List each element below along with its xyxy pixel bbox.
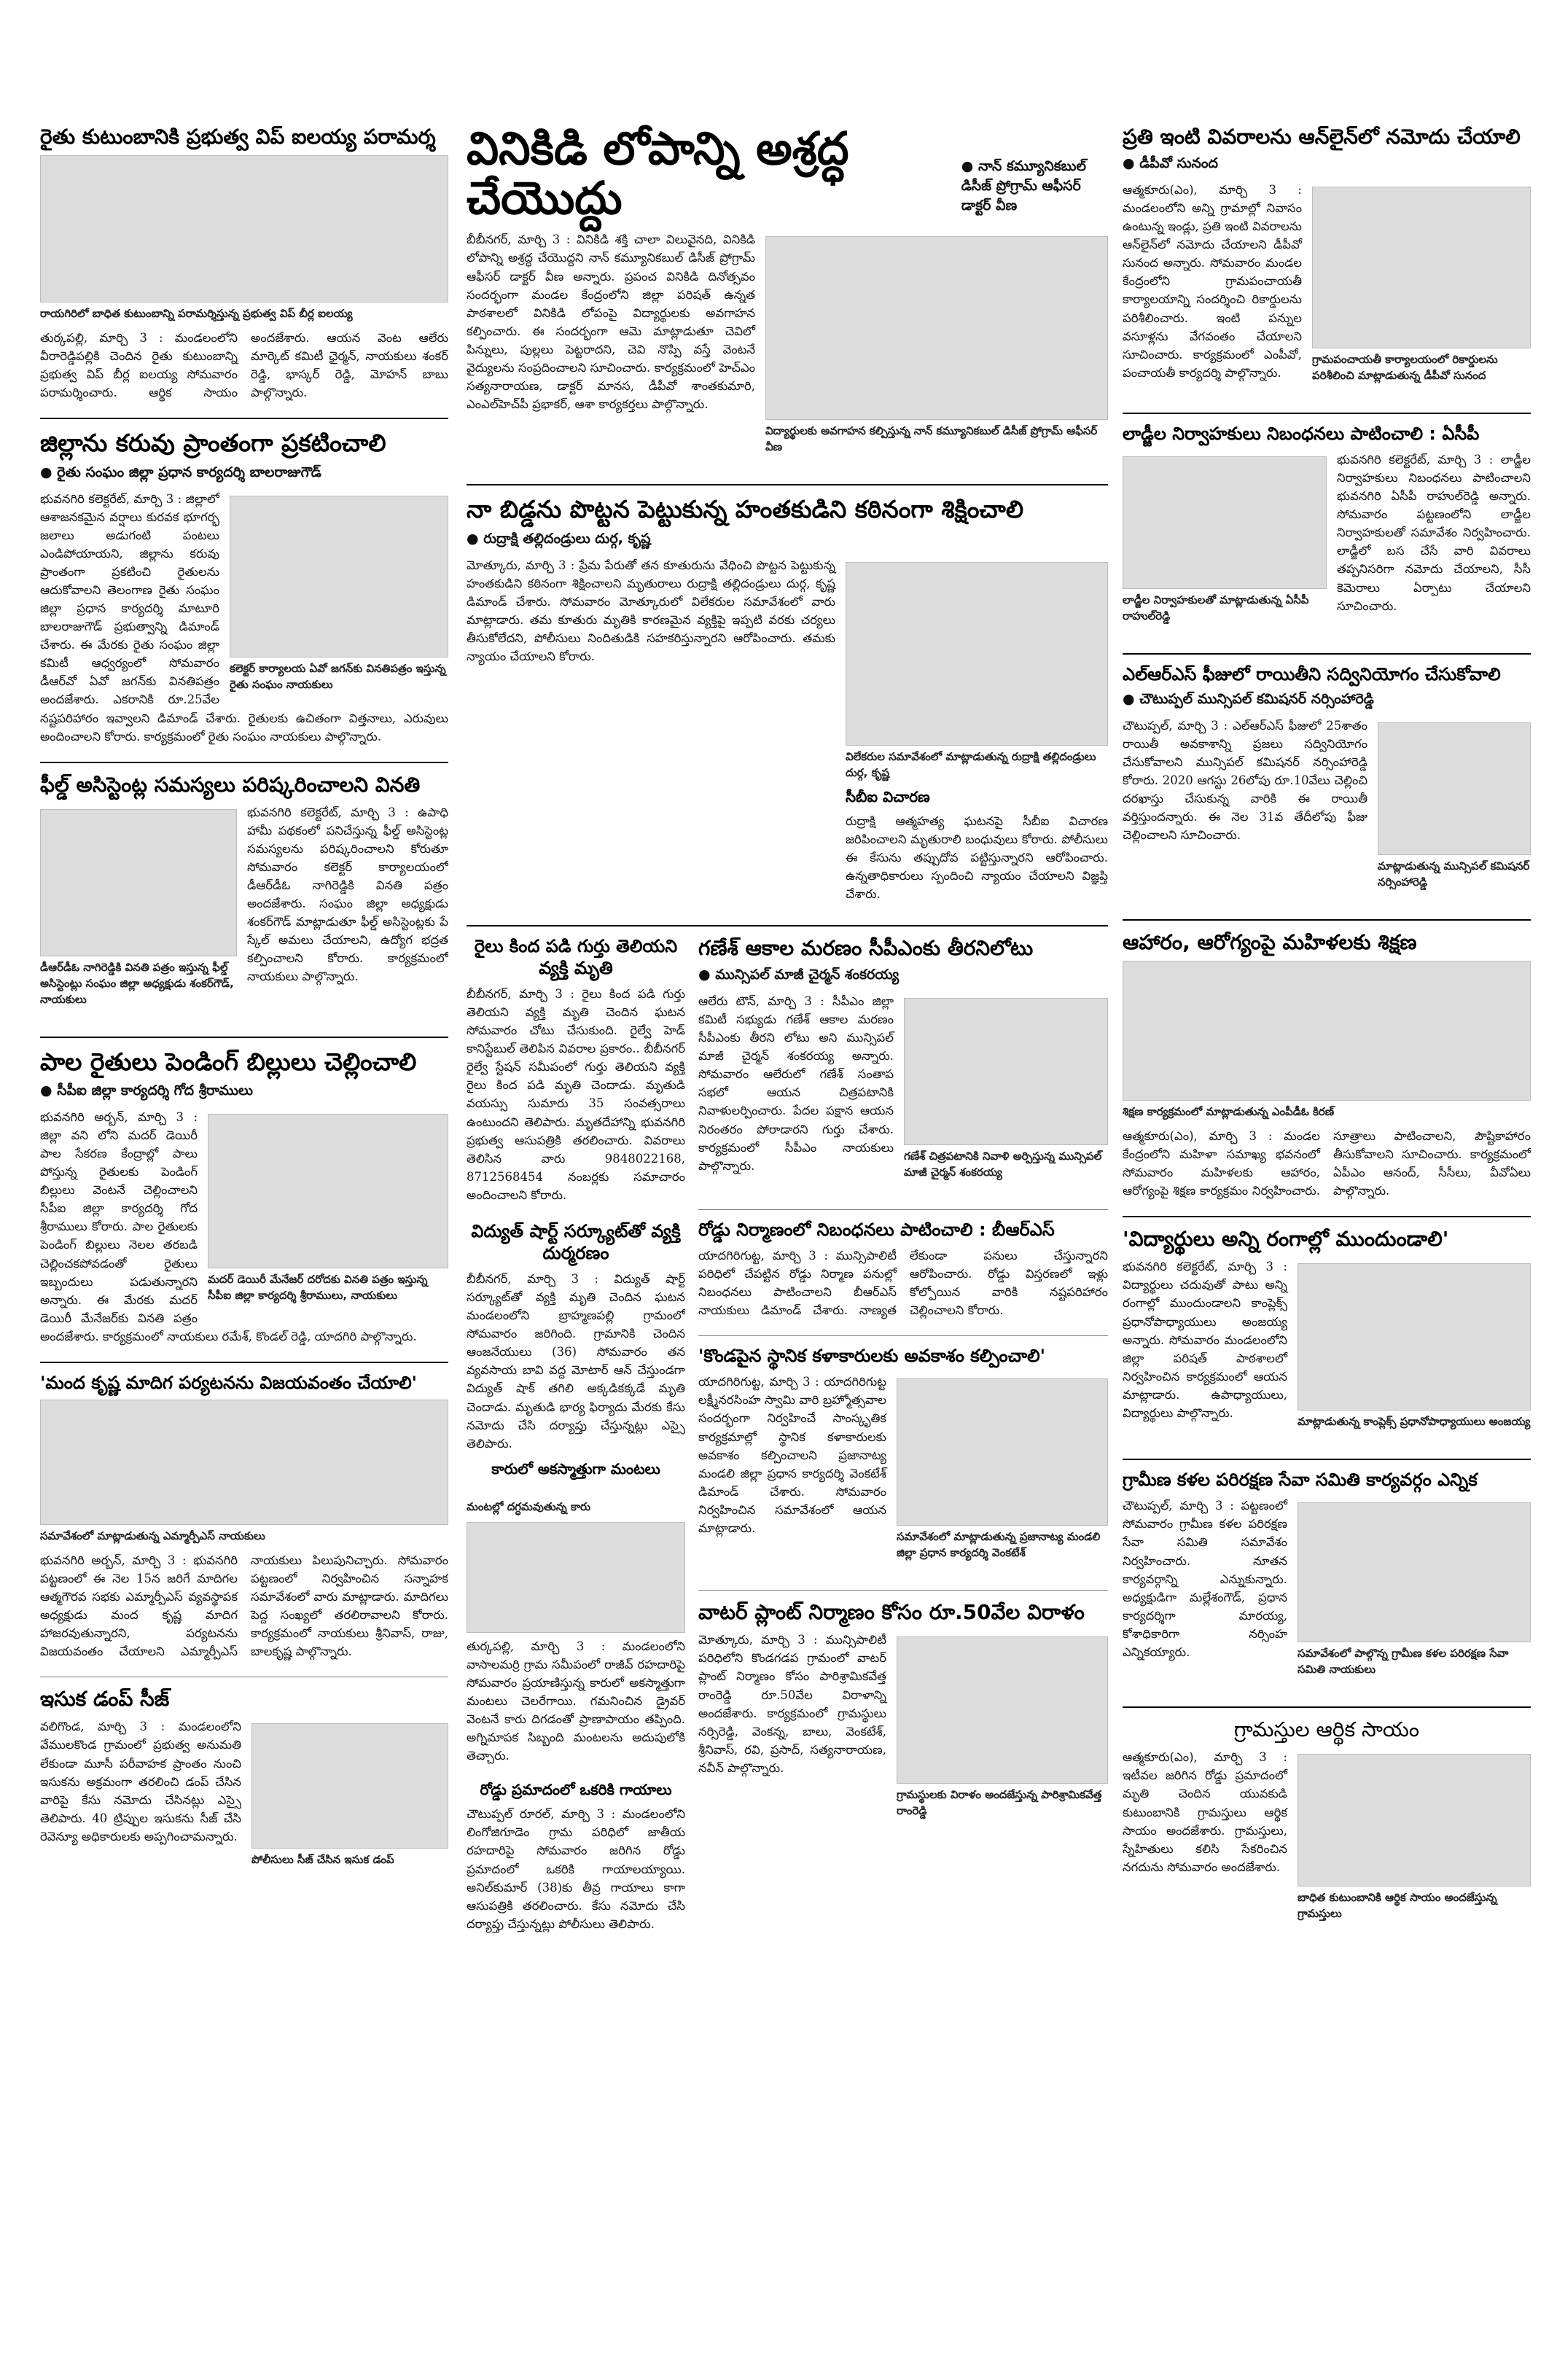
story-manda-krishna xyxy=(40,1372,448,1661)
divider xyxy=(698,1335,1108,1336)
headline: నా బిడ్డను పొట్టన పెట్టుకున్న హంతకుడిని కఠినంగా శిక్షించాలి xyxy=(467,495,1024,524)
story-train xyxy=(467,935,685,1204)
photo xyxy=(1298,1754,1531,1887)
right-stack xyxy=(698,935,1108,1949)
story-car-fire xyxy=(467,1500,685,1766)
article-body: మోత్కూరు, మార్చి 3 : ప్రేమ పేరుతో తన కూతురును వేధించి పొట్టన పెట్టుకున్న హంతకుడిని కఠినంగా శిక్షించాలని మృతురాలు రుద్రాక్షి తల్లిదండ్రులు దుర్గ, కృష్ణ డిమాండ్ చేశారు. సోమవారం మోత్కూరులో విలేకరుల సమావేశంలో వారు మాట్లాడారు. తమ కూతురు మృతికి కారణమైన వ్యక్తిపై ఇప్పటి వరకు చర్యలు తీసుకోలేదని, పోలీసులు నిందితుడికి సహకరిస్తున్నారని ఆరోపించారు. తమకు న్యాయం చేయాలని కోరారు. xyxy=(467,558,835,664)
photo-block xyxy=(897,1631,1108,1826)
photo-caption: బాధిత కుటుంబానికి ఆర్థిక సాయం అందజేస్తున్న గ్రామస్తులు xyxy=(1298,1891,1497,1921)
headline: గణేశ్ ఆకాల మరణం సీపీఎంకు తీరనిలోటు xyxy=(698,936,1034,961)
divider xyxy=(467,925,1108,926)
story-drought xyxy=(40,428,448,745)
story-online-records xyxy=(1123,124,1531,397)
photo-caption: మాట్లాడుతున్న మున్సిపల్ కమిషనర్ నర్సింహారెడ్డి xyxy=(1378,859,1530,889)
box-title: సీబీఐ విచారణ xyxy=(846,787,930,805)
divider xyxy=(40,1362,448,1363)
divider xyxy=(1123,1459,1531,1460)
box-body: రుద్రాక్షి ఆత్మహత్య ఘటనపై సీబీఐ విచారణ జరిపించాలని మృతురాలి బంధువులు కోరారు. పోలీసులు ఈ కేసును తప్పుదోవ పట్టిస్తున్నారని ఆరోపించారు. ఉన్నతాధికారులు స్పందించి న్యాయం చేయాలని విజ్ఞప్తి చేశారు. xyxy=(846,814,1108,901)
photo xyxy=(1298,1502,1531,1642)
article-body: బీబీనగర్, మార్చి 3 : రైలు కింద పడి గుర్తు తెలియని వ్యక్తి మృతి చెందిన ఘటన సోమవారం చోటు చేసుకుంది. రైల్వే హెడ్ కానిస్టేబుల్ తెలిపిన వివరాల ప్రకారం.. బీబీనగర్ రైల్వే స్టేషన్ సమీపంలో గుర్తు తెలియని వ్యక్తి రైలు కింద పడి మృతి చెందాడు. మృతుడి వయస్సు సుమారు 35 సంవత్సరాలు ఉంటుందని తెలిపారు. మృతదేహాన్ని భువనగిరి ప్రభుత్వ ఆసుపత్రికి తరలించారు. వివరాలు తెలిసిన వారు 9848022168, 8712568454 నంబర్లకు సమాచారం అందించాలని కోరారు. xyxy=(467,987,685,1202)
photo-caption: గణేశ్ చిత్రపటానికి నివాళి అర్పిస్తున్న మున్సిపల్ మాజీ చైర్మన్ శంకరయ్య xyxy=(904,1150,1102,1179)
photo-block xyxy=(1298,1497,1531,1685)
photo xyxy=(904,998,1108,1145)
photo-caption: సమావేశంలో మాట్లాడుతున్న ప్రజానాట్య మండలి జిల్లా ప్రధాన కార్యదర్శి వెంకటేశ్ xyxy=(897,1530,1101,1560)
divider xyxy=(1123,1216,1531,1217)
article-body: ఆత్మకూరు(ఎం), మార్చి 3 : ఇటీవల జరిగిన రోడ్డు ప్రమాదంలో మృతి చెందిన యువకుడి కుటుంబానికి గ్రామస్తులు ఆర్థిక సాయం అందజేశారు. గ్రామస్తులు, స్నేహితులు కలిసి సేకరించిన నగదును సోమవారం అందజేశారు. xyxy=(1123,1750,1287,1874)
photo-caption: విద్యార్థులకు అవగాహన కల్పిస్తున్న నాన్ కమ్యూనికబుల్ డిసీజ్ ప్రోగ్రామ్ ఆఫీసర్ వీణ xyxy=(765,424,1098,454)
photo-caption: లాడ్జీల నిర్వాహకులతో మాట్లాడుతున్న ఏసీపీ రాహుల్‌రెడ్డి xyxy=(1123,593,1309,623)
story-field-assistants xyxy=(40,772,448,1021)
divider xyxy=(1123,653,1531,655)
subheadline: ● సీపీఐ జిల్లా కార్యదర్శి గోద శ్రీరాములు xyxy=(40,1082,448,1102)
divider xyxy=(1123,413,1531,414)
photo xyxy=(467,1522,685,1633)
photo-caption: మాట్లాడుతున్న కాంప్లెక్స్ ప్రధానోపాధ్యాయులు అంజయ్య xyxy=(1298,1415,1531,1429)
article-body: తుర్కపల్లి, మార్చి 3 : మండలంలోని వాసాలమర్రి గ్రామ సమీపంలో రాజీవ్ రహదారిపై సోమవారం ప్రయాణిస్తున్న కారులో అకస్మాత్తుగా మంటలు చెలరేగాయి. గమనించిన డ్రైవర్ వెంటనే కారు దిగడంతో ప్రాణాపాయం తప్పింది. అగ్నిమాపక సిబ్బంది మంటలను అదుపులోకి తెచ్చారు. xyxy=(467,1639,685,1763)
headline: పాల రైతులు పెండింగ్ బిల్లులు చెల్లించాలి xyxy=(40,1047,417,1076)
divider xyxy=(1123,1706,1531,1708)
article-body: భువనగిరి అర్బన్, మార్చి 3 : జిల్లా వని లోని మదర్ డెయిరీ పాల సేకరణ కేంద్రాల్లో పాలు పోస్తున్న రైతులకు పెండింగ్ బిల్లులు వెంటనే చెల్లించాలని సీపీఐ జిల్లా కార్యదర్శి గోద శ్రీరాములు కోరారు. పాల రైతులకు పెండింగ్ బిల్లులు నెలల తరబడి చెల్లించకపోవడంతో రైతులు ఇబ్బందులు పడుతున్నారని అన్నారు. ఈ మేరకు మదర్ డెయిరీ మేనేజర్‌కు వినతి పత్రం అందజేశారు. కార్యక్రమంలో నాయకులు రమేశ్, కొండల్ రెడ్డి, యాదగిరి పాల్గొన్నారు. xyxy=(40,1109,417,1343)
column-middle xyxy=(467,124,1108,2351)
headline: రైలు కింద పడి గుర్తు తెలియని వ్యక్తి మృతి xyxy=(474,936,678,979)
story-lrs xyxy=(1123,663,1531,903)
story-milk-farmers xyxy=(40,1047,448,1346)
story-ganesh xyxy=(698,935,1108,1193)
headline: విద్యుత్ షార్ట్ సర్క్యూట్‌తో వ్యక్తి దుర్మరణం xyxy=(471,1220,681,1263)
photo-block xyxy=(208,1108,448,1311)
photo-block xyxy=(1312,181,1531,391)
article-body: యాదగిరిగుట్ట, మార్చి 3 : మున్సిపాలిటీ పరిధిలో చేపట్టిన రోడ్డు నిర్మాణ పనుల్లో నిబంధనలు పాటించాలని బీఆర్ఎస్ నాయకులు డిమాండ్ చేశారు. నాణ్యత లేకుండా పనులు చేస్తున్నారని ఆరోపించారు. రోడ్డు విస్తరణలో ఇళ్లు కోల్పోయిన వారికి నష్టపరిహారం చెల్లించాలని కోరారు. xyxy=(698,1249,1108,1318)
headline: రైతు కుటుంబానికి ప్రభుత్వ విప్ ఐలయ్య పరామర్శ xyxy=(40,125,436,149)
photo xyxy=(40,1400,448,1525)
article-body: యాదగిరిగుట్ట, మార్చి 3 : యాదగిరిగుట్ట లక్ష్మీనరసింహ స్వామి వారి బ్రహ్మోత్సవాల సందర్భంగా నిర్వహించే సాంస్కృతిక కార్యక్రమాల్లో స్థానిక కళాకారులకు అవకాశం కల్పించాలని ప్రజానాట్య మండలి జిల్లా ప్రధాన కార్యదర్శి వెంకటేశ్ డిమాండ్ చేశారు. సోమవారం నిర్వహించిన సమావేశంలో ఆయన మాట్లాడారు. xyxy=(698,1375,886,1535)
column-left xyxy=(40,124,448,2351)
two-col-row xyxy=(467,935,1108,1949)
photo xyxy=(765,236,1108,420)
story-sand-dump xyxy=(40,1686,448,1881)
headline: ప్రతి ఇంటి వివరాలను ఆన్‌లైన్‌లో నమోదు చేయాలి xyxy=(1123,125,1521,149)
article-body: మోత్కూరు, మార్చి 3 : మున్సిపాలిటీ పరిధిలోని కొండగడప గ్రామంలో వాటర్ ప్లాంట్ నిర్మాణం కోసం పారిశ్రామికవేత్త రాంరెడ్డి రూ.50వేల విరాళాన్ని అందజేశారు. కార్యక్రమంలో గ్రామస్థులు నర్సిరెడ్డి, వెంకన్న, బాలు, వెంకటేశ్, శ్రీనివాస్, రవి, ప్రసాద్, సత్యనారాయణ, నవీన్ పాల్గొన్నారు. xyxy=(698,1633,886,1775)
photo-block xyxy=(1298,1257,1531,1437)
photo-caption: మదర్ డెయిరీ మేనేజర్ దరోదకు వినతి పత్రం ఇస్తున్న సీపీఐ జిల్లా కార్యదర్శి శ్రీరాములు, నాయకులు xyxy=(208,1272,428,1302)
photo xyxy=(251,1723,448,1849)
story-aileyya xyxy=(40,124,448,402)
photo xyxy=(846,562,1108,746)
headline: లాడ్జీల నిర్వాహకులు నిబంధనలు పాటించాలి : ఏసీపీ xyxy=(1123,424,1480,444)
headline: రోడ్డు నిర్మాణంలో నిబంధనలు పాటించాలి : బీఆర్ఎస్ xyxy=(698,1220,1055,1241)
photo-caption: డీఆర్‌డీఓ నాగిరెడ్డికి వినతి పత్రం ఇస్తున్న ఫీల్డ్ అసిస్టెంట్లు సంఘం జిల్లా అధ్యక్షుడు శంకర్‌గౌడ్, నాయకులు xyxy=(40,960,234,1006)
divider xyxy=(40,762,448,763)
article-body: ఆత్మకూరు(ఎం), మార్చి 3 : మండల కేంద్రంలోని మహిళా సమాఖ్య భవనంలో సోమవారం మహిళలకు ఆహారం, ఆరోగ్యంపై శిక్షణ కార్యక్రమం నిర్వహించారు. సూత్రాలు పాటించాలని, పౌష్టికాహారం తీసుకోవాలని సూచించారు. కార్యక్రమంలో ఏపీఎం ఆనంద్, సీసీలు, వీవోఏలు పాల్గొన్నారు. xyxy=(1123,1129,1531,1198)
article-body: ఆత్మకూరు(ఎం), మార్చి 3 : మండలంలోని అన్ని గ్రామాల్లో నివాసం ఉంటున్న ఇండ్లు, ప్రతి ఇంటి వివరాలను ఆన్‌లైన్‌లో నమోదు చేయాలని డీపీవో సునంద అన్నారు. సోమవారం మండల కేంద్రంలోని గ్రామపంచాయతీ కార్యాలయాన్ని సందర్శించి రికార్డులను పరిశీలించారు. ఇంటి పన్నుల వసూళ్లను వేగవంతం చేయాలని సూచించారు. కార్యక్రమంలో ఎంపీవో, పంచాయతీ కార్యదర్శి పాల్గొన్నారు. xyxy=(1123,183,1302,380)
story-financial-aid xyxy=(1123,1717,1531,1935)
photo-caption: పోలీసులు సీజ్ చేసిన ఇసుక డంప్ xyxy=(251,1853,394,1867)
headline: ఫీల్డ్ అసిస్టెంట్ల సమస్యలు పరిష్కరించాలని వినతి xyxy=(40,772,421,797)
photo xyxy=(897,1636,1108,1784)
photo-block xyxy=(1123,450,1327,631)
subheadline: కారులో అకస్మాత్తుగా మంటలు xyxy=(491,1459,660,1478)
photo-caption: గ్రామపంచాయతీ కార్యాలయంలో రికార్డులను పరిశీలించి మాట్లాడుతున్న డీపీవో సునంద xyxy=(1312,353,1498,382)
photo xyxy=(230,496,448,658)
story-road-accident xyxy=(467,1781,685,1933)
headline: ఎల్ఆర్ఎస్ ఫీజులో రాయితీని సద్వినియోగం చేసుకోవాలి xyxy=(1123,664,1501,684)
photo-caption: శిక్షణ కార్యక్రమంలో మాట్లాడుతున్న ఎంపీడీఓ కిరణ్ xyxy=(1123,1105,1335,1118)
photo xyxy=(1312,187,1531,348)
photo-block xyxy=(40,803,237,1015)
story-road-construction xyxy=(698,1219,1108,1319)
photo-block xyxy=(1378,717,1531,897)
photo-block xyxy=(846,556,1108,903)
headline: గ్రామీణ కళల పరిరక్షణ సేవా సమితి కార్యవర్గం ఎన్నిక xyxy=(1123,1470,1478,1491)
headline: ఆహారం, ఆరోగ్యంపై మహిళలకు శిక్షణ xyxy=(1123,930,1417,954)
photo xyxy=(208,1114,448,1268)
article-body: చౌటుప్పల్ రూరల్, మార్చి 3 : మండలంలోని లింగోజిగూడెం గ్రామ పరిధిలో జాతీయ రహదారిపై సోమవారం జరిగిన రోడ్డు ప్రమాదంలో ఒకరికి గాయాలయ్యాయి. అనిల్‌కుమార్ (38)కు తీవ్ర గాయాలు కాగా ఆసుపత్రికి తరలించారు. కేసు నమోదు చేసి దర్యాప్తు చేస్తున్నట్లు పోలీసులు తెలిపారు. xyxy=(467,1807,685,1931)
photo-block xyxy=(1298,1748,1531,1929)
column-right xyxy=(1123,124,1531,2351)
article-body: ఆలేరు టౌన్, మార్చి 3 : సీపీఎం జిల్లా కమిటీ సభ్యుడు గణేశ్ ఆకాల మరణం సీపీఎంకు తీరని లోటు అని మున్సిపల్ మాజీ చైర్మన్ శంకరయ్య అన్నారు. సోమవారం ఆలేరులో గణేశ్ సంతాప సభలో ఆయన చిత్రపటానికి నివాళులర్పించారు. పేదల పక్షాన ఆయన నిరంతరం పోరాడారని గుర్తు చేశారు. కార్యక్రమంలో సీపీఎం నాయకులు పాల్గొన్నారు. xyxy=(698,994,894,1173)
photo-block xyxy=(765,230,1108,462)
article-body: చౌటుప్పల్, మార్చి 3 : ఎల్ఆర్ఎస్ ఫీజులో 25శాతం రాయితీ అవకాశాన్ని ప్రజలు సద్వినియోగం చేసుకోవాలని మున్సిపల్ కమిషనర్ నర్సింహారెడ్డి కోరారు. 2020 ఆగస్టు 26లోపు రూ.10వేలు చెల్లించి దరఖాస్తు చేసుకున్న వారికి ఈ రాయితీ వర్తిస్తుందన్నారు. ఈ నెల 31వ తేదీలోపు ఫీజు చెల్లించాలని సూచించారు. xyxy=(1123,719,1367,843)
photo-caption: కలెక్టర్ కార్యాలయ ఏవో జగన్‌కు వినతిపత్రం ఇస్తున్న రైతు సంఘం నాయకులు xyxy=(230,661,446,691)
article-body: భువనగిరి కలెక్టరేట్, మార్చి 3 : లాడ్జీల నిర్వాహకులు నిబంధనలు పాటించాలని భువనగిరి ఏసీపీ రాహుల్‌రెడ్డి అన్నారు. సోమవారం పట్టణంలోని లాడ్జీల నిర్వాహకులతో సమావేశం నిర్వహించారు. లాడ్జీలో బస చేసే వారి వివరాలు తప్పనిసరిగా నమోదు చేయాలని, సీసీ కెమెరాలు ఏర్పాటు చేయాలని సూచించారు. xyxy=(1337,453,1531,613)
photo-block xyxy=(904,992,1108,1187)
photo-block xyxy=(230,490,448,700)
article-body: బీబీనగర్, మార్చి 3 : వినికిడి శక్తి చాలా విలువైనది, వినికిడి లోపాన్ని అశ్రద్ధ చేయొద్దని నాన్ కమ్యూనికబుల్ డిసీజ్ ప్రోగ్రామ్ ఆఫీసర్ డాక్టర్ వీణ అన్నారు. ప్రపంచ వినికిడి దినోత్సవం సందర్భంగా మండల కేంద్రంలోని జిల్లా పరిషత్ ఉన్నత పాఠశాలలో వినికిడి లోపంపై విద్యార్థులకు అవగాహన కల్పించారు. ఈ సందర్భంగా ఆమె మాట్లాడుతూ చెవిలో పిన్నులు, పుల్లలు పెట్టరాదని, చెవి నొప్పి వస్తే వెంటనే వైద్యులను సంప్రదించాలని సూచించారు. కార్యక్రమంలో హెచ్‌ఎం సత్యనారాయణ, డాక్టర్ మానస, డీపీవో శాంతకుమారి, ఎంఎల్‌హెచ్‌పీ ప్రభాకర్, ఆశా కార్యకర్తలు పాల్గొన్నారు. xyxy=(467,233,755,412)
story-short-circuit xyxy=(467,1220,685,1484)
headline: 'విద్యార్థులు అన్ని రంగాల్లో ముందుండాలి' xyxy=(1123,1227,1449,1252)
headline: 'కొండపైన స్థానిక కళాకారులకు అవకాశం కల్పించాలి' xyxy=(698,1346,1046,1367)
divider xyxy=(40,1037,448,1038)
article-body: భువనగిరి అర్బన్, మార్చి 3 : భువనగిరి పట్టణంలో ఈ నెల 15న జరిగే మాదిగల ఆత్మగౌరవ సభకు ఎమ్మార్పీఎస్ వ్యవస్థాపక అధ్యక్షుడు మంద కృష్ణ మాదిగ హాజరవుతున్నారని, పర్యటనను విజయవంతం చేయాలని ఎమ్మార్పీఎస్ నాయకులు పిలుపునిచ్చారు. సోమవారం పట్టణంలో నిర్వహించిన సన్నాహక సమావేశంలో వారు మాట్లాడారు. మాదిగలు పెద్ద సంఖ్యలో తరలిరావాలని కోరారు. కార్యక్రమంలో నాయకులు శ్రీనివాస్, రాజు, బాలకృష్ణ పాల్గొన్నారు. xyxy=(40,1553,448,1659)
subheadline: ● డీపీవో సునంద xyxy=(1123,155,1531,175)
subheadline: ● నాన్ కమ్యూనికబుల్ డిసీజ్ ప్రోగ్రామ్ ఆఫీసర్ డాక్టర్ వీణ xyxy=(961,158,1108,217)
divider xyxy=(1123,919,1531,921)
article-body: తుర్కపల్లి, మార్చి 3 : మండలంలోని వీరారెడ్డిపల్లికి చెందిన రైతు కుటుంబాన్ని ప్రభుత్వ విప్ బీర్ల ఐలయ్య సోమవారం పరామర్శించారు. ఆర్థిక సాయం అందజేశారు. ఆయన వెంట ఆలేరు మార్కెట్ కమిటీ ఛైర్మన్, నాయకులు శంకర్ రెడ్డి, భాస్కర్ రెడ్డి, మోహన్ బాబు పాల్గొన్నారు. xyxy=(40,331,448,400)
subheadline: ● చౌటుప్పల్ మున్సిపల్ కమిషనర్ నర్సింహారెడ్డి xyxy=(1123,691,1531,711)
story-rural-arts xyxy=(1123,1469,1531,1690)
story-nutrition xyxy=(1123,929,1531,1200)
story-artists xyxy=(698,1345,1108,1574)
photo xyxy=(1123,456,1327,589)
story-lodges xyxy=(1123,423,1531,637)
story-rudrakshi xyxy=(467,494,1108,909)
headline: జిల్లాను కరువు ప్రాంతంగా ప్రకటించాలి xyxy=(40,429,386,458)
photo-block xyxy=(251,1717,448,1875)
article-body: భువనగిరి కలెక్టరేట్, మార్చి 3 : విద్యార్థులు చదువుతో పాటు అన్ని రంగాల్లో ముందుండాలని కాంప్లెక్స్ ప్రధానోపాధ్యాయులు అంజయ్య అన్నారు. సోమవారం మండలంలోని జిల్లా పరిషత్ పాఠశాలలో నిర్వహించిన కార్యక్రమంలో ఆయన మాట్లాడారు. ఉపాధ్యాయులు, విద్యార్థులు పాల్గొన్నారు. xyxy=(1123,1260,1287,1420)
photo-caption: సమావేశంలో పాల్గొన్న గ్రామీణ కళల పరిరక్షణ సేవా సమితి నాయకులు xyxy=(1298,1647,1509,1677)
photo-block xyxy=(897,1373,1108,1568)
article-body: భువనగిరి కలెక్టరేట్, మార్చి 3 : ఉపాధి హామీ పథకంలో పనిచేస్తున్న ఫీల్డ్ అసిస్టెంట్ల సమస్యలను పరిష్కరించాలని కోరుతూ సోమవారం కలెక్టర్ కార్యాలయంలో డీఆర్‌డీఓ నాగిరెడ్డికి వినతి పత్రం అందజేశారు. సంఘం జిల్లా అధ్యక్షుడు శంకర్‌గౌడ్ మాట్లాడుతూ ఫీల్డ్ అసిస్టెంట్లకు పే స్కేల్ అమలు చేయాలని, ఉద్యోగ భద్రత కల్పించాలని కోరారు. కార్యక్రమంలో నాయకులు పాల్గొన్నారు. xyxy=(247,805,448,984)
photo-caption: గ్రామస్థులకు విరాళం అందజేస్తున్న పారిశ్రామికవేత్త రాంరెడ్డి xyxy=(897,1788,1102,1818)
headline: 'మంద కృష్ణ మాదిగ పర్యటనను విజయవంతం చేయాలి' xyxy=(40,1372,418,1393)
article-body: భువనగిరి కలెక్టరేట్, మార్చి 3 : జిల్లాలో ఆశాజనకమైన వర్షాలు కురవక భూగర్భ జలాలు అడుగంటి పంటలు ఎండిపోయాయని, జిల్లాను కరువు ప్రాంతంగా ప్రకటించి రైతులను ఆదుకోవాలని తెలంగాణ రైతు సంఘం జిల్లా ప్రధాన కార్యదర్శి మాటూరి బాలరాజుగౌడ్ ప్రభుత్వాన్ని డిమాండ్ చేశారు. ఈ మేరకు రైతు సంఘం జిల్లా కమిటీ ఆధ్వర్యంలో సోమవారం డీఆర్‌వో ఏవో జగన్‌కు వినతిపత్రం అందజేశారు. ఎకరానికి రూ.25వేల నష్టపరిహారం ఇవ్వాలని డిమాండ్ చేశారు. రైతులకు ఉచితంగా విత్తనాలు, ఎరువులు అందించాలని కోరారు. కార్యక్రమంలో రైతు సంఘం నాయకులు పాల్గొన్నారు. xyxy=(40,491,448,744)
subheadline: ● రైతు సంఘం జిల్లా ప్రధాన కార్యదర్శి బాలరాజుగౌడ్ xyxy=(40,464,448,484)
headline: ఇసుక డంప్ సీజ్ xyxy=(40,1687,170,1712)
article-body: బీబీనగర్, మార్చి 3 : విద్యుత్ షార్ట్ సర్క్యూట్‌తో వ్యక్తి మృతి చెందిన ఘటన మండలంలోని బ్రాహ్మణపల్లి గ్రామంలో సోమవారం జరిగింది. గ్రామానికి చెందిన ఆంజనేయులు (36) సోమవారం తన వ్యవసాయ బావి వద్ద మోటార్ ఆన్ చేస్తుండగా విద్యుత్ షాక్ తగిలి అక్కడికక్కడే మృతి చెందాడు. మృతుడి భార్య ఫిర్యాదు మేరకు కేసు నమోదు చేసి దర్యాప్తు చేస్తున్నట్లు ఎస్సై తెలిపారు. xyxy=(467,1271,685,1451)
photo xyxy=(1298,1263,1531,1411)
photo xyxy=(1378,722,1531,855)
headline-row xyxy=(467,124,1108,223)
headline: గ్రామస్తుల ఆర్థిక సాయం xyxy=(1233,1717,1420,1742)
article-body: వలిగొండ, మార్చి 3 : మండలంలోని వేములకొండ గ్రామంలో ప్రభుత్వ అనుమతి లేకుండా మూసీ పరీవాహక ప్రాంతం నుంచి ఇసుకను అక్రమంగా తరలించి డంప్ చేసిన వారిపై కేసు నమోదు చేసినట్లు ఎస్సై తెలిపారు. 40 ట్రిప్పుల ఇసుకను సీజ్ చేసి రెవెన్యూ అధికారులకు అప్పగించామన్నారు. xyxy=(40,1720,241,1843)
photo xyxy=(1123,961,1531,1101)
story-water-plant xyxy=(698,1599,1108,1832)
left-stack xyxy=(467,935,685,1949)
divider xyxy=(698,1590,1108,1591)
photo-caption: మంటల్లో దగ్ధమవుతున్న కారు xyxy=(467,1499,591,1513)
photo xyxy=(897,1378,1108,1526)
photo xyxy=(40,155,448,303)
photo-caption: విలేకరుల సమావేశంలో మాట్లాడుతున్న రుద్రాక్షి తల్లిదండ్రులు దుర్గ, కృష్ణ xyxy=(846,749,1096,779)
story-hearing xyxy=(467,124,1108,468)
headline: వాటర్ ప్లాంట్ నిర్మాణం కోసం రూ.50వేల విరాళం xyxy=(698,1600,1085,1625)
headline: వినికిడి లోపాన్ని అశ్రద్ధ చేయొద్దు xyxy=(467,124,849,225)
divider xyxy=(467,484,1108,485)
divider xyxy=(40,418,448,419)
photo-caption: రాయగిరిలో బాధిత కుటుంబాన్ని పరామర్శిస్తున్న ప్రభుత్వ విప్ బీర్ల ఐలయ్య xyxy=(40,307,353,320)
story-students xyxy=(1123,1226,1531,1443)
subheadline: ● రుద్రాక్షి తల్లిదండ్రులు దుర్గ, కృష్ణ xyxy=(467,531,1108,550)
photo xyxy=(40,809,237,956)
photo-caption: సమావేశంలో మాట్లాడుతున్న ఎమ్మార్పీఎస్ నాయకులు xyxy=(40,1529,265,1542)
divider xyxy=(698,1209,1108,1210)
article-body: చౌటుప్పల్, మార్చి 3 : పట్టణంలో సోమవారం గ్రామీణ కళల పరిరక్షణ సేవా సమితి సమావేశం నిర్వహించారు. నూతన కార్యవర్గాన్ని ఎన్నుకున్నారు. అధ్యక్షుడిగా మల్లేశంగౌడ్, ప్రధాన కార్యదర్శిగా మారయ్య, కోశాధికారిగా నర్సింహ ఎన్నికయ్యారు. xyxy=(1123,1499,1287,1659)
headline: రోడ్డు ప్రమాదంలో ఒకరికి గాయాలు xyxy=(480,1781,672,1799)
subheadline: ● మున్సిపల్ మాజీ చైర్మన్ శంకరయ్య xyxy=(698,967,1108,986)
